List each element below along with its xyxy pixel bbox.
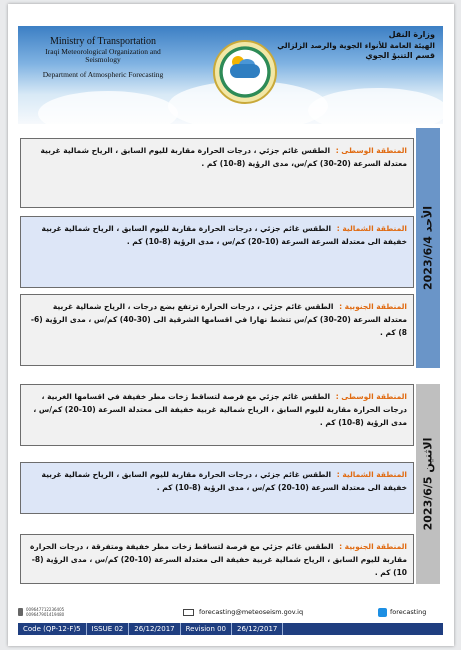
region-forecast-text: الطقس غائم جزئي ، درجات الحرارة ترتفع بضع درجات ، الرياح شمالية غربية معتدلة السرعة (20-30) كم/س تنشط نهارا في اقسامها الشرقية الى (30-40) كم/س ، مدى الرؤية (6-8) كم . <box>30 302 407 338</box>
forecast-region-central <box>20 384 414 446</box>
document-footer <box>18 605 443 635</box>
forecast-region-north <box>20 216 414 288</box>
region-forecast-text: الطقس غائم جزئي مع فرصة لتساقط زخات مطر خفيفة في اقسامها الغربية ، درجات الحرارة مقاربة لليوم السابق ، الرياح شمالية غربية خفيفة الى معتدلة السرعة (10-20) كم/س ، مدى الرؤية (8-10) كم . <box>33 392 407 428</box>
contact-strip <box>18 605 443 623</box>
region-forecast-text: الطقس غائم جزئي ، درجات الحرارة مقاربة لليوم السابق ، الرياح شمالية غربية خفيفة الى معتدلة السرعة (10-20) كم/س ، مدى الرؤية (8-10) كم . <box>41 470 407 493</box>
region-forecast-text: الطقس غائم جزئي ، درجات الحرارة مقاربة لليوم السابق ، الرياح شمالية غربية معتدلة السرعة (20-30) كم/س، مدى الرؤية (8-10) كم . <box>40 146 407 169</box>
ministry-name-english: Ministry of Transportation Iraqi Meteorological Organization and Seismology Department of Atmospheric Forecasting <box>42 36 164 79</box>
phone-numbers: 009647712236405 009647901419480 <box>26 607 65 618</box>
day-date-label: الاثنين 2023/6/5 <box>421 437 435 531</box>
issue-date: 26/12/2017 <box>129 623 180 635</box>
region-label: المنطقة الجنوبية : <box>339 302 407 311</box>
forecast-page <box>8 4 454 646</box>
region-label: المنطقة الشمالية : <box>336 224 407 233</box>
document-code: Code (QP-12-F)5 <box>18 623 87 635</box>
day-tab <box>416 384 440 584</box>
revision-number: Revision 00 <box>181 623 232 635</box>
day-tab <box>416 128 440 368</box>
region-label: المنطقة الوسطى : <box>335 392 407 401</box>
forecast-region-central <box>20 138 414 208</box>
forecast-region-south <box>20 294 414 366</box>
forecast-region-north <box>20 462 414 514</box>
letterhead-banner <box>18 26 443 124</box>
region-forecast-text: الطقس غائم جزئي ، درجات الحرارة مقاربة لليوم السابق ، الرياح شمالية غربية خفيفة الى معتدلة السرعة السرعة (10-20) كم/س ، مدى الرؤية (8-10) كم . <box>41 224 407 247</box>
forecast-day-2 <box>20 384 440 584</box>
email-icon <box>183 609 194 616</box>
email-link[interactable]: forecasting@meteoseism.gov.iq <box>199 608 304 616</box>
issue-number: ISSUE 02 <box>87 623 130 635</box>
region-forecast-text: الطقس غائم جزئي مع فرصة لتساقط زخات مطر خفيفة ومتفرقة ، درجات الحرارة مقاربة لليوم السابق ، الرياح شمالية غربية خفيفة الى معتدلة السرعة (10-20) كم/س ، مدى الرؤية (8-10) كم . <box>29 542 407 578</box>
skype-handle[interactable]: forecasting <box>390 608 427 616</box>
phone-icon <box>18 608 23 616</box>
day-date-label: الأحد 2023/6/4 <box>421 205 435 291</box>
ministry-name-arabic: وزارة النقل الهيئة العامة للأنواء الجوية والرصد الزلزالي قسم التنبؤ الجوي <box>277 30 435 60</box>
skype-icon <box>378 608 387 617</box>
document-control-bar <box>18 623 443 635</box>
revision-date: 26/12/2017 <box>232 623 283 635</box>
forecast-day-1 <box>20 128 440 368</box>
organization-logo-icon <box>213 40 277 104</box>
forecast-region-south <box>20 534 414 584</box>
region-label: المنطقة الوسطى : <box>335 146 407 155</box>
region-label: المنطقة الشمالية : <box>336 470 407 479</box>
region-label: المنطقة الجنوبية : <box>339 542 407 551</box>
